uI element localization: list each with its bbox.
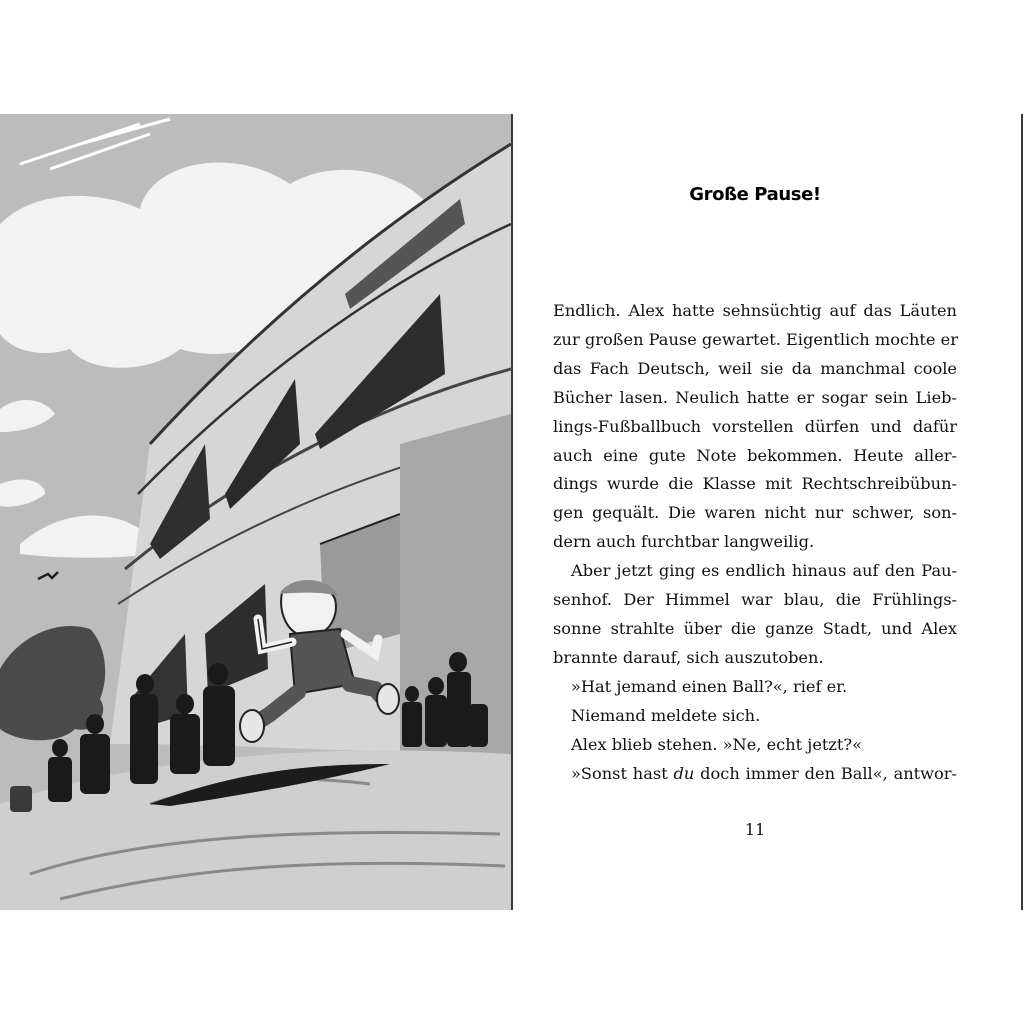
text-line: »Hat jemand einen Ball?«, rief er. xyxy=(571,676,848,696)
text-line: Niemand meldete sich. xyxy=(571,705,761,725)
text-line: sonne strahlte über die ganze Stadt, und Alex xyxy=(553,618,957,638)
schoolyard-illustration xyxy=(0,114,511,910)
text-line: zur großen Pause gewartet. Eigentlich mochte er xyxy=(553,329,958,349)
text-line xyxy=(553,760,957,789)
body-text xyxy=(553,297,957,788)
text-line: dern auch furchtbar langweilig. xyxy=(553,532,815,552)
book-spread xyxy=(0,114,1024,910)
text-line: senhof. Der Himmel war blau, die Frühlings- xyxy=(553,590,957,610)
text-line: lings-Fußballbuch vorstellen dürfen und dafür xyxy=(553,416,957,436)
text-line: Aber jetzt ging es endlich hinaus auf den Pau- xyxy=(571,561,957,581)
text-line: auch eine gute Note bekommen. Heute aller- xyxy=(553,445,957,465)
illustration-page xyxy=(0,114,511,910)
text-line: Endlich. Alex hatte sehnsüchtig auf das Läuten xyxy=(553,301,957,320)
page-edge xyxy=(1021,114,1023,910)
text-line: Alex blieb stehen. »Ne, echt jetzt?« xyxy=(571,734,863,754)
text-line: gen gequält. Die waren nicht nur schwer, son- xyxy=(553,503,957,523)
chapter-title: Große Pause! xyxy=(689,184,821,205)
emphasis: du xyxy=(673,763,695,783)
text-line: das Fach Deutsch, weil sie da manchmal coole xyxy=(553,358,957,378)
text-page xyxy=(513,114,1021,910)
page-number: 11 xyxy=(744,820,766,839)
text-line: dings wurde die Klasse mit Rechtschreibübun- xyxy=(553,474,957,494)
text-line: brannte darauf, sich auszutoben. xyxy=(553,647,824,667)
text-line: Bücher lasen. Neulich hatte er sogar sein Lieb- xyxy=(553,387,957,407)
text-run: »Sonst hast xyxy=(571,763,674,783)
text-run: doch immer den Ball«, antwor- xyxy=(694,763,957,783)
